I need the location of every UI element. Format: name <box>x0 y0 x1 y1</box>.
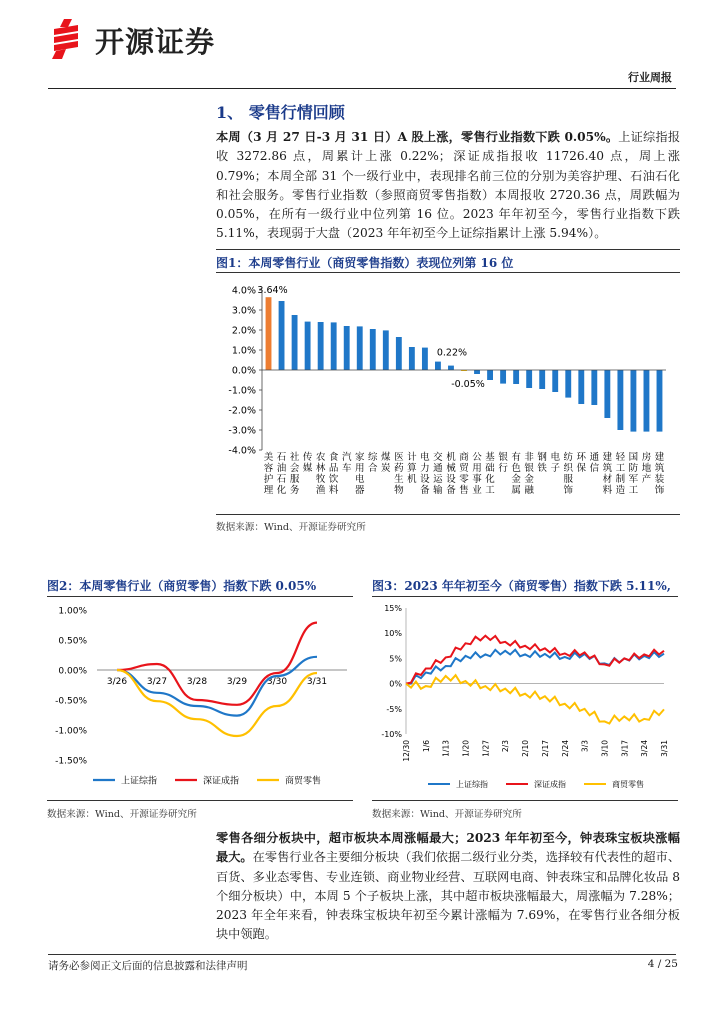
fig1-category-char: 房 <box>641 452 652 463</box>
fig1-bar <box>539 370 545 389</box>
header-rule <box>48 88 676 89</box>
fig1-bar <box>474 370 480 374</box>
fig1-bar <box>331 322 337 370</box>
fig1-category-char: 容 <box>263 463 274 474</box>
fig1-category-char: 饰 <box>654 485 665 496</box>
fig1-category-char: 金 <box>511 474 521 485</box>
brand-logo-mark-icon <box>48 17 86 61</box>
fig1-category-char: 防 <box>628 463 639 474</box>
fig1-category-char: 通 <box>589 452 600 463</box>
fig1-bar <box>591 370 597 405</box>
paragraph-1-text: 上证综指报收 3272.86 点，周累计上涨 0.22%；深证成指报收 11726.40 点，周上涨 0.79%；本周全部 31 个一级行业中，表现排名前三位的分别为美容护理、石油石化和社会服务。零售行业指数（参照商贸零售指数）本周报收 2720.36 点，周跌幅为 0.05%，在所有一级行业中位列第 16 位。2023 年年初至今，零售行业指数下跌 5.11%，表现弱于大盘（2023 年年初至今上证综指累计上涨 5.94%）。 <box>216 130 681 241</box>
fig1-category-char: 公 <box>472 452 482 463</box>
fig1-category-char: 家 <box>354 452 365 463</box>
fig1-bar <box>487 370 493 380</box>
fig1-category-char: 牧 <box>315 474 326 485</box>
fig1-category-char: 色 <box>511 463 521 474</box>
fig3-xtick-label: 3/3 <box>580 740 590 753</box>
fig1-bar <box>513 370 519 384</box>
fig3-legend-label: 上证综指 <box>456 780 488 789</box>
fig1-category-char: 银 <box>524 463 534 474</box>
fig1-bar <box>435 362 441 370</box>
brand-name: 开源证券 <box>95 25 216 59</box>
fig1-category-char: 装 <box>654 474 665 485</box>
fig1-category-char: 服 <box>289 474 300 485</box>
fig3-legend-label: 商贸零售 <box>612 780 644 789</box>
fig1-bar <box>422 348 428 370</box>
fig1-category-char: 环 <box>576 452 587 463</box>
fig1-bar <box>396 337 402 370</box>
fig1-category-char: 材 <box>602 474 613 485</box>
footer-rule <box>48 954 676 955</box>
fig1-category-char: 汽 <box>341 452 352 463</box>
page-number: 4 / 25 <box>647 958 678 970</box>
fig1-bar <box>500 370 506 384</box>
fig1-bar <box>305 322 311 370</box>
fig1-category-char: 保 <box>576 463 587 474</box>
fig1-category-char: 综 <box>368 452 378 463</box>
fig1-category-char: 会 <box>289 463 300 474</box>
fig1-category-char: 饰 <box>563 485 574 496</box>
fig2-xtick-label: 3/27 <box>146 677 168 687</box>
fig1-category-char: 钢 <box>537 452 547 463</box>
fig2-ytick-label: 0.50% <box>58 636 87 647</box>
fig1-title: 图1：本周零售行业（商贸零售指数）表现位列第 16 位 <box>216 256 514 270</box>
fig1-category-char: 交 <box>433 452 443 463</box>
fig3-ytick-label: 0% <box>389 679 402 689</box>
fig1-category-char: 基 <box>485 452 495 463</box>
fig1-category-char: 料 <box>602 485 613 496</box>
fig1-category-char: 非 <box>524 452 534 463</box>
paragraph-2 <box>216 829 680 945</box>
fig1-bar <box>292 315 298 370</box>
fig3-xtick-label: 1/27 <box>481 740 491 757</box>
fig1-category-char: 品 <box>328 463 339 474</box>
fig1-category-char: 设 <box>420 474 430 485</box>
fig1-bar <box>318 322 324 370</box>
fig1-data-label: 0.22% <box>436 347 468 359</box>
fig1-category-char: 行 <box>498 463 508 474</box>
fig1-ytick-label: 2.0% <box>231 325 256 337</box>
fig1-bar <box>657 370 663 432</box>
fig1-bar <box>604 370 610 418</box>
fig1-ytick-label: 4.0% <box>231 285 256 297</box>
fig1-category-char: 机 <box>446 452 456 463</box>
fig1-bar <box>409 347 415 370</box>
fig3-bottom-rule <box>372 800 678 801</box>
fig1-category-char: 设 <box>446 474 456 485</box>
fig2-xtick-label: 3/26 <box>106 677 128 687</box>
fig2-ytick-label: -0.50% <box>55 696 87 707</box>
fig1-category-char: 制 <box>615 474 626 485</box>
fig1-category-char: 理 <box>263 485 274 496</box>
fig1-category-char: 渔 <box>315 485 326 496</box>
fig1-bar <box>565 370 571 398</box>
fig1-category-char: 建 <box>654 452 665 463</box>
fig1-bottom-rule <box>216 514 680 515</box>
fig1-category-char: 地 <box>641 463 652 474</box>
fig1-bar <box>370 329 376 370</box>
fig2-legend-label: 上证综指 <box>121 776 158 787</box>
fig1-category-char: 力 <box>420 463 430 474</box>
fig1-ytick-label: 1.0% <box>231 345 256 357</box>
fig1-category-char: 用 <box>354 463 365 474</box>
fig2-legend-label: 深证成指 <box>203 776 240 787</box>
fig1-category-char: 械 <box>446 463 456 474</box>
fig2-top-rule <box>47 596 353 597</box>
fig1-bar <box>552 370 558 392</box>
fig3-series-line <box>406 675 664 723</box>
fig1-category-char: 料 <box>328 485 339 496</box>
fig1-category-char: 纺 <box>563 452 574 463</box>
fig3-ytick-label: -10% <box>381 730 402 739</box>
fig1-bar <box>266 297 272 370</box>
footer-disclaimer: 请务必参阅正文后面的信息披露和法律声明 <box>48 960 248 972</box>
fig1-category-char: 电 <box>354 474 365 485</box>
fig1-bar <box>578 370 584 404</box>
fig2-chart <box>47 600 353 796</box>
fig1-category-char: 石 <box>276 474 287 485</box>
fig3-ytick-label: 5% <box>389 654 402 664</box>
fig1-category-char: 车 <box>341 463 352 474</box>
fig2-xtick-label: 3/31 <box>306 677 328 687</box>
fig1-category-char: 铁 <box>537 463 547 474</box>
fig3-xtick-label: 2/10 <box>521 740 531 757</box>
fig1-category-char: 油 <box>276 463 287 474</box>
fig1-bar <box>448 366 454 370</box>
fig1-ytick-label: 3.0% <box>231 305 256 317</box>
fig1-category-char: 备 <box>446 485 456 496</box>
fig1-ytick-label: -1.0% <box>228 385 256 397</box>
fig1-category-char: 生 <box>394 474 404 485</box>
fig2-series-line <box>117 623 317 705</box>
fig1-category-char: 有 <box>511 452 521 463</box>
fig2-ytick-label: -1.50% <box>55 756 87 767</box>
fig1-category-char: 造 <box>615 485 626 496</box>
paragraph-1-lead: 本周（3 月 27 日-3 月 31 日）A 股上涨，零售行业指数下跌 0.05%。 <box>216 130 619 144</box>
fig1-category-char: 合 <box>368 463 378 474</box>
fig1-category-char: 属 <box>511 485 521 496</box>
fig1-category-char: 业 <box>472 485 482 496</box>
fig1-category-char: 金 <box>524 474 534 485</box>
fig2-ytick-label: 0.00% <box>58 666 87 677</box>
fig1-bar <box>357 326 363 370</box>
fig1-bar <box>526 370 532 388</box>
fig1-data-label: -0.05% <box>451 379 485 390</box>
fig2-xtick-label: 3/29 <box>226 677 248 687</box>
fig1-category-char: 器 <box>354 485 365 496</box>
fig1-chart <box>216 276 680 508</box>
fig1-category-char: 用 <box>472 463 482 474</box>
fig2-legend-label: 商贸零售 <box>285 776 322 787</box>
fig3-xtick-label: 3/10 <box>600 740 610 757</box>
fig1-bar <box>630 370 636 432</box>
fig1-category-char: 工 <box>628 485 639 496</box>
fig1-category-char: 零 <box>459 474 469 485</box>
fig1-data-label: 3.64% <box>257 285 288 297</box>
fig1-category-char: 输 <box>433 485 443 496</box>
fig1-category-char: 工 <box>615 463 626 474</box>
fig2-ytick-label: 1.00% <box>58 606 87 617</box>
fig1-category-char: 算 <box>407 463 417 474</box>
fig3-ytick-label: 10% <box>384 629 402 639</box>
fig1-title-rule <box>216 272 680 273</box>
fig1-category-char: 石 <box>276 452 287 463</box>
fig1-category-char: 媒 <box>302 463 313 474</box>
brand-logo <box>48 17 86 61</box>
fig1-category-char: 运 <box>433 474 443 485</box>
fig1-category-char: 传 <box>302 452 313 463</box>
fig1-source: 数据来源：Wind、开源证券研究所 <box>216 522 366 533</box>
fig1-category-char: 化 <box>276 485 287 496</box>
fig3-source: 数据来源：Wind、开源证券研究所 <box>372 809 522 820</box>
fig2-ytick-label: -1.00% <box>55 726 87 737</box>
fig1-category-char: 电 <box>420 452 430 463</box>
fig1-category-char: 筑 <box>602 463 613 474</box>
fig1-category-char: 计 <box>407 452 417 463</box>
fig1-category-char: 社 <box>289 452 300 463</box>
fig3-xtick-label: 3/17 <box>620 740 630 757</box>
fig1-category-char: 美 <box>263 452 274 463</box>
fig1-category-char: 农 <box>315 452 326 463</box>
fig1-category-char: 商 <box>459 452 469 463</box>
fig3-legend-label: 深证成指 <box>534 780 566 789</box>
fig3-title: 图3：2023 年年初至今（商贸零售）指数下跌 5.11%, <box>372 579 671 593</box>
fig3-top-rule <box>372 596 678 597</box>
fig1-bar <box>383 330 389 370</box>
fig1-ytick-label: 0.0% <box>231 365 256 377</box>
fig1-category-char: 物 <box>394 485 404 496</box>
fig1-category-char: 筑 <box>654 463 665 474</box>
fig1-category-char: 食 <box>328 452 339 463</box>
fig1-bar <box>279 301 285 370</box>
fig3-ytick-label: -5% <box>386 704 402 714</box>
fig3-xtick-label: 12/30 <box>402 740 411 762</box>
fig3-chart <box>372 600 678 796</box>
fig3-xtick-label: 2/3 <box>501 740 511 753</box>
fig1-category-char: 通 <box>433 463 443 474</box>
fig1-category-char: 子 <box>550 463 560 474</box>
paragraph-2-text: 在零售行业各主要细分板块（我们依据二级行业分类，选择较有代表性的超市、百货、多业态零售、专业连锁、商业物业经营、互联网电商、钟表珠宝和品牌化妆品 8 个细分板块）中，本周 5 个子板块上涨，其中超市板块涨幅最大，周涨幅为 7.28%；2023 年全年来看，钟表珠宝板块年初至今累计涨幅为 7.69%，在零售行业各细分板块中领跑。 <box>216 850 681 942</box>
fig1-category-char: 国 <box>628 452 639 463</box>
fig1-category-char: 融 <box>524 485 534 496</box>
fig3-xtick-label: 1/13 <box>441 740 451 757</box>
fig1-bar <box>617 370 623 430</box>
fig2-bottom-rule <box>47 800 353 801</box>
fig1-category-char: 电 <box>550 452 560 463</box>
fig3-xtick-label: 2/24 <box>560 740 570 757</box>
fig1-ytick-label: -3.0% <box>228 425 256 437</box>
fig3-ytick-label: 15% <box>384 604 402 613</box>
fig1-category-char: 林 <box>315 463 326 474</box>
fig1-bar <box>344 326 350 370</box>
fig1-category-char: 建 <box>602 452 613 463</box>
fig1-category-char: 产 <box>641 474 652 485</box>
fig2-source: 数据来源：Wind、开源证券研究所 <box>47 809 197 820</box>
fig2-xtick-label: 3/30 <box>266 677 288 687</box>
fig3-xtick-label: 3/31 <box>660 740 669 757</box>
fig1-category-char: 炭 <box>381 463 391 474</box>
section-title: 1、 零售行情回顾 <box>216 103 345 122</box>
fig1-ytick-label: -4.0% <box>228 445 256 457</box>
paragraph-2-lead: 零售各细分板块中，超市板块本周涨幅最大；2023 年年初至今，钟表珠宝板块涨幅最大。 <box>216 831 680 865</box>
fig1-category-char: 护 <box>263 474 274 485</box>
fig2-title: 图2：本周零售行业（商贸零售）指数下跌 0.05% <box>47 579 317 593</box>
fig1-category-char: 务 <box>289 485 300 496</box>
fig1-category-char: 础 <box>485 463 495 474</box>
fig1-category-char: 轻 <box>615 452 626 463</box>
fig1-category-char: 煤 <box>381 452 391 463</box>
fig3-xtick-label: 1/20 <box>461 740 471 757</box>
fig1-category-char: 机 <box>407 474 417 485</box>
fig1-ytick-label: -2.0% <box>228 405 256 417</box>
fig2-xtick-label: 3/28 <box>186 677 208 687</box>
fig1-category-char: 军 <box>628 474 639 485</box>
fig1-category-char: 饮 <box>328 474 339 485</box>
fig3-xtick-label: 3/24 <box>640 740 650 757</box>
fig1-category-char: 医 <box>394 452 404 463</box>
fig1-category-char: 工 <box>485 485 495 496</box>
fig1-category-char: 织 <box>563 463 574 474</box>
fig1-category-char: 贸 <box>459 463 469 474</box>
report-type: 行业周报 <box>628 71 672 84</box>
fig1-category-char: 银 <box>498 452 508 463</box>
fig1-category-char: 化 <box>485 474 495 485</box>
fig3-xtick-label: 1/6 <box>421 740 431 753</box>
fig1-bar <box>644 370 650 432</box>
fig1-category-char: 售 <box>459 485 469 496</box>
paragraph-1 <box>216 128 680 244</box>
fig1-category-char: 药 <box>394 463 404 474</box>
fig1-category-char: 备 <box>420 485 430 496</box>
fig1-category-char: 服 <box>563 474 574 485</box>
fig3-xtick-label: 2/17 <box>540 740 550 757</box>
fig1-top-rule <box>216 249 680 250</box>
fig1-category-char: 信 <box>589 463 600 474</box>
fig1-category-char: 事 <box>472 474 482 485</box>
